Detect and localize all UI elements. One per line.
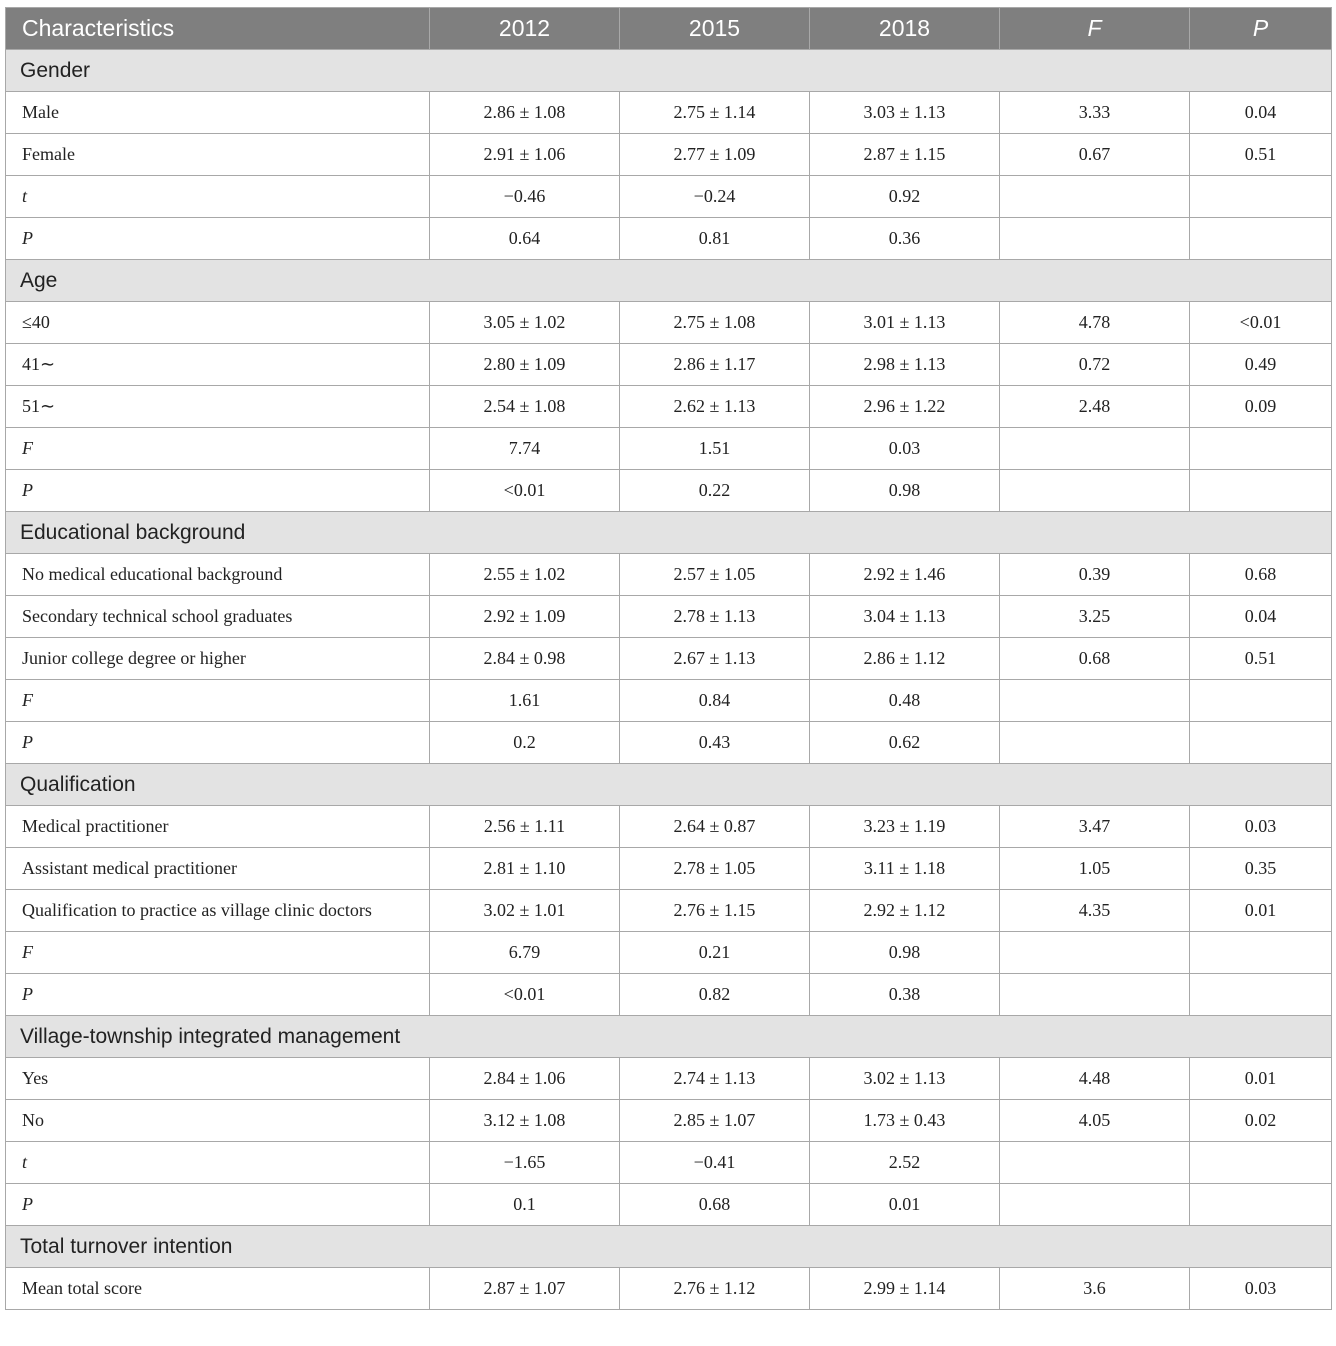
table-cell: 3.02 ± 1.13 bbox=[810, 1058, 1000, 1100]
table-cell bbox=[1190, 974, 1332, 1016]
table-cell: 0.64 bbox=[430, 218, 620, 260]
table-row bbox=[6, 722, 1332, 764]
table-cell: 2.52 bbox=[810, 1142, 1000, 1184]
table-cell: 2.77 ± 1.09 bbox=[620, 134, 810, 176]
header-2012: 2012 bbox=[430, 8, 620, 50]
table-cell: 2.56 ± 1.11 bbox=[430, 806, 620, 848]
table-cell: <0.01 bbox=[1190, 302, 1332, 344]
table-cell: 3.6 bbox=[1000, 1268, 1190, 1310]
table-cell: 0.51 bbox=[1190, 638, 1332, 680]
table-cell: 1.61 bbox=[430, 680, 620, 722]
table-cell: −0.41 bbox=[620, 1142, 810, 1184]
table-cell: 6.79 bbox=[430, 932, 620, 974]
row-label: F bbox=[6, 932, 430, 974]
table-row bbox=[6, 344, 1332, 386]
table-header bbox=[6, 8, 1332, 50]
table-body bbox=[6, 50, 1332, 1310]
table-cell: −0.46 bbox=[430, 176, 620, 218]
table-cell: −1.65 bbox=[430, 1142, 620, 1184]
row-label: Female bbox=[6, 134, 430, 176]
row-label: Junior college degree or higher bbox=[6, 638, 430, 680]
table-cell: 7.74 bbox=[430, 428, 620, 470]
table-cell: 1.73 ± 0.43 bbox=[810, 1100, 1000, 1142]
section-title: Total turnover intention bbox=[6, 1226, 1332, 1268]
table-cell: 3.05 ± 1.02 bbox=[430, 302, 620, 344]
table-row bbox=[6, 848, 1332, 890]
table-row bbox=[6, 596, 1332, 638]
table-cell: 0.68 bbox=[620, 1184, 810, 1226]
table-cell: 1.05 bbox=[1000, 848, 1190, 890]
results-table bbox=[5, 7, 1332, 1310]
row-label: Yes bbox=[6, 1058, 430, 1100]
table-cell: 2.76 ± 1.15 bbox=[620, 890, 810, 932]
section-header-row bbox=[6, 1226, 1332, 1268]
table-cell: 2.75 ± 1.14 bbox=[620, 92, 810, 134]
row-label: No bbox=[6, 1100, 430, 1142]
table-cell: 0.68 bbox=[1000, 638, 1190, 680]
table-cell: 0.82 bbox=[620, 974, 810, 1016]
table-cell: <0.01 bbox=[430, 470, 620, 512]
row-label: P bbox=[6, 470, 430, 512]
section-header-row bbox=[6, 512, 1332, 554]
table-cell: 3.33 bbox=[1000, 92, 1190, 134]
table-cell bbox=[1190, 176, 1332, 218]
table-cell bbox=[1190, 470, 1332, 512]
table-row bbox=[6, 974, 1332, 1016]
row-label: Secondary technical school graduates bbox=[6, 596, 430, 638]
table-cell: 0.67 bbox=[1000, 134, 1190, 176]
table-cell: 2.86 ± 1.08 bbox=[430, 92, 620, 134]
table-cell: 0.49 bbox=[1190, 344, 1332, 386]
table-cell bbox=[1190, 1142, 1332, 1184]
table-cell bbox=[1000, 218, 1190, 260]
table-row bbox=[6, 470, 1332, 512]
table-cell: 2.75 ± 1.08 bbox=[620, 302, 810, 344]
table-cell: 0.84 bbox=[620, 680, 810, 722]
table-cell: 2.64 ± 0.87 bbox=[620, 806, 810, 848]
table-cell: 3.47 bbox=[1000, 806, 1190, 848]
table-cell: 1.51 bbox=[620, 428, 810, 470]
header-2018: 2018 bbox=[810, 8, 1000, 50]
table-row bbox=[6, 1184, 1332, 1226]
table-cell: 0.72 bbox=[1000, 344, 1190, 386]
table-cell: 0.98 bbox=[810, 932, 1000, 974]
table-cell: 0.03 bbox=[1190, 1268, 1332, 1310]
table-cell bbox=[1190, 680, 1332, 722]
row-label: F bbox=[6, 680, 430, 722]
row-label: Qualification to practice as village clinic doctors bbox=[6, 890, 430, 932]
table-cell: 0.01 bbox=[1190, 1058, 1332, 1100]
table-row bbox=[6, 638, 1332, 680]
row-label: t bbox=[6, 176, 430, 218]
section-title: Qualification bbox=[6, 764, 1332, 806]
table-cell: 2.74 ± 1.13 bbox=[620, 1058, 810, 1100]
table-cell: 0.01 bbox=[810, 1184, 1000, 1226]
table-cell bbox=[1190, 932, 1332, 974]
table-cell: 0.98 bbox=[810, 470, 1000, 512]
table-cell: 2.67 ± 1.13 bbox=[620, 638, 810, 680]
section-title: Village-township integrated management bbox=[6, 1016, 1332, 1058]
table-cell: −0.24 bbox=[620, 176, 810, 218]
table-cell: 2.87 ± 1.07 bbox=[430, 1268, 620, 1310]
table-cell: 2.78 ± 1.05 bbox=[620, 848, 810, 890]
row-label: Medical practitioner bbox=[6, 806, 430, 848]
table-cell: 2.84 ± 0.98 bbox=[430, 638, 620, 680]
section-header-row bbox=[6, 764, 1332, 806]
table-cell: 2.76 ± 1.12 bbox=[620, 1268, 810, 1310]
table-row bbox=[6, 134, 1332, 176]
table-cell: 0.38 bbox=[810, 974, 1000, 1016]
section-title: Educational background bbox=[6, 512, 1332, 554]
table-row bbox=[6, 1142, 1332, 1184]
table-cell bbox=[1000, 1142, 1190, 1184]
table-row bbox=[6, 554, 1332, 596]
section-header-row bbox=[6, 50, 1332, 92]
row-label: ≤40 bbox=[6, 302, 430, 344]
table-cell bbox=[1190, 218, 1332, 260]
table-cell bbox=[1000, 428, 1190, 470]
table-cell: 3.12 ± 1.08 bbox=[430, 1100, 620, 1142]
table-cell: 3.02 ± 1.01 bbox=[430, 890, 620, 932]
table-cell: 4.78 bbox=[1000, 302, 1190, 344]
table-cell: 3.23 ± 1.19 bbox=[810, 806, 1000, 848]
table-cell: 0.02 bbox=[1190, 1100, 1332, 1142]
header-row bbox=[6, 8, 1332, 50]
table-cell: 2.87 ± 1.15 bbox=[810, 134, 1000, 176]
table-row bbox=[6, 302, 1332, 344]
row-label: 41∼ bbox=[6, 344, 430, 386]
table-row bbox=[6, 806, 1332, 848]
table-cell: 0.1 bbox=[430, 1184, 620, 1226]
table-cell: 2.57 ± 1.05 bbox=[620, 554, 810, 596]
table-cell: 2.55 ± 1.02 bbox=[430, 554, 620, 596]
table-cell: 2.85 ± 1.07 bbox=[620, 1100, 810, 1142]
table-row bbox=[6, 1268, 1332, 1310]
table-cell: 0.2 bbox=[430, 722, 620, 764]
table-cell: 0.36 bbox=[810, 218, 1000, 260]
table-cell: <0.01 bbox=[430, 974, 620, 1016]
table-cell: 2.86 ± 1.12 bbox=[810, 638, 1000, 680]
table-row bbox=[6, 386, 1332, 428]
table-cell: 2.48 bbox=[1000, 386, 1190, 428]
table-cell: 0.09 bbox=[1190, 386, 1332, 428]
section-header-row bbox=[6, 260, 1332, 302]
table-row bbox=[6, 680, 1332, 722]
table-cell: 2.80 ± 1.09 bbox=[430, 344, 620, 386]
table-cell: 2.92 ± 1.46 bbox=[810, 554, 1000, 596]
table-row bbox=[6, 218, 1332, 260]
table-cell: 2.96 ± 1.22 bbox=[810, 386, 1000, 428]
table-cell: 0.92 bbox=[810, 176, 1000, 218]
table-cell bbox=[1000, 974, 1190, 1016]
table-cell: 0.43 bbox=[620, 722, 810, 764]
table-cell: 0.39 bbox=[1000, 554, 1190, 596]
table-row bbox=[6, 1100, 1332, 1142]
table-cell bbox=[1190, 428, 1332, 470]
table-cell: 2.92 ± 1.09 bbox=[430, 596, 620, 638]
table-cell: 0.35 bbox=[1190, 848, 1332, 890]
table-cell: 2.92 ± 1.12 bbox=[810, 890, 1000, 932]
header-characteristics: Characteristics bbox=[6, 8, 430, 50]
table-cell: 0.62 bbox=[810, 722, 1000, 764]
table-cell: 2.84 ± 1.06 bbox=[430, 1058, 620, 1100]
table-cell: 2.81 ± 1.10 bbox=[430, 848, 620, 890]
table-cell: 2.62 ± 1.13 bbox=[620, 386, 810, 428]
table-cell bbox=[1000, 1184, 1190, 1226]
table-cell: 0.04 bbox=[1190, 92, 1332, 134]
row-label: P bbox=[6, 722, 430, 764]
table-cell: 3.01 ± 1.13 bbox=[810, 302, 1000, 344]
table-cell: 4.48 bbox=[1000, 1058, 1190, 1100]
table-cell bbox=[1000, 680, 1190, 722]
row-label: Mean total score bbox=[6, 1268, 430, 1310]
row-label: F bbox=[6, 428, 430, 470]
table-cell: 0.04 bbox=[1190, 596, 1332, 638]
row-label: P bbox=[6, 1184, 430, 1226]
table-cell: 3.25 bbox=[1000, 596, 1190, 638]
row-label: No medical educational background bbox=[6, 554, 430, 596]
table-row bbox=[6, 92, 1332, 134]
table-cell: 0.68 bbox=[1190, 554, 1332, 596]
table-row bbox=[6, 176, 1332, 218]
table-cell: 3.03 ± 1.13 bbox=[810, 92, 1000, 134]
row-label: 51∼ bbox=[6, 386, 430, 428]
table-cell: 0.03 bbox=[1190, 806, 1332, 848]
table-row bbox=[6, 1058, 1332, 1100]
section-title: Age bbox=[6, 260, 1332, 302]
table-cell: 2.98 ± 1.13 bbox=[810, 344, 1000, 386]
table-row bbox=[6, 428, 1332, 470]
table-cell bbox=[1000, 470, 1190, 512]
section-header-row bbox=[6, 1016, 1332, 1058]
table-cell bbox=[1190, 1184, 1332, 1226]
table-cell: 0.01 bbox=[1190, 890, 1332, 932]
row-label: Assistant medical practitioner bbox=[6, 848, 430, 890]
table-cell: 2.99 ± 1.14 bbox=[810, 1268, 1000, 1310]
table-row bbox=[6, 890, 1332, 932]
table-cell: 2.86 ± 1.17 bbox=[620, 344, 810, 386]
table-cell bbox=[1000, 176, 1190, 218]
row-label: P bbox=[6, 218, 430, 260]
header-f: F bbox=[1000, 8, 1190, 50]
table-cell bbox=[1000, 932, 1190, 974]
table-cell: 4.35 bbox=[1000, 890, 1190, 932]
table-cell bbox=[1190, 722, 1332, 764]
table-cell: 4.05 bbox=[1000, 1100, 1190, 1142]
table-cell: 2.78 ± 1.13 bbox=[620, 596, 810, 638]
row-label: Male bbox=[6, 92, 430, 134]
table-cell: 2.91 ± 1.06 bbox=[430, 134, 620, 176]
row-label: P bbox=[6, 974, 430, 1016]
table-cell: 0.22 bbox=[620, 470, 810, 512]
table-cell: 0.48 bbox=[810, 680, 1000, 722]
table-cell: 3.11 ± 1.18 bbox=[810, 848, 1000, 890]
section-title: Gender bbox=[6, 50, 1332, 92]
table-cell: 0.81 bbox=[620, 218, 810, 260]
table-cell: 0.03 bbox=[810, 428, 1000, 470]
table-cell bbox=[1000, 722, 1190, 764]
table-cell: 0.21 bbox=[620, 932, 810, 974]
header-2015: 2015 bbox=[620, 8, 810, 50]
row-label: t bbox=[6, 1142, 430, 1184]
table-row bbox=[6, 932, 1332, 974]
header-p: P bbox=[1190, 8, 1332, 50]
table-cell: 2.54 ± 1.08 bbox=[430, 386, 620, 428]
table-cell: 3.04 ± 1.13 bbox=[810, 596, 1000, 638]
table-cell: 0.51 bbox=[1190, 134, 1332, 176]
